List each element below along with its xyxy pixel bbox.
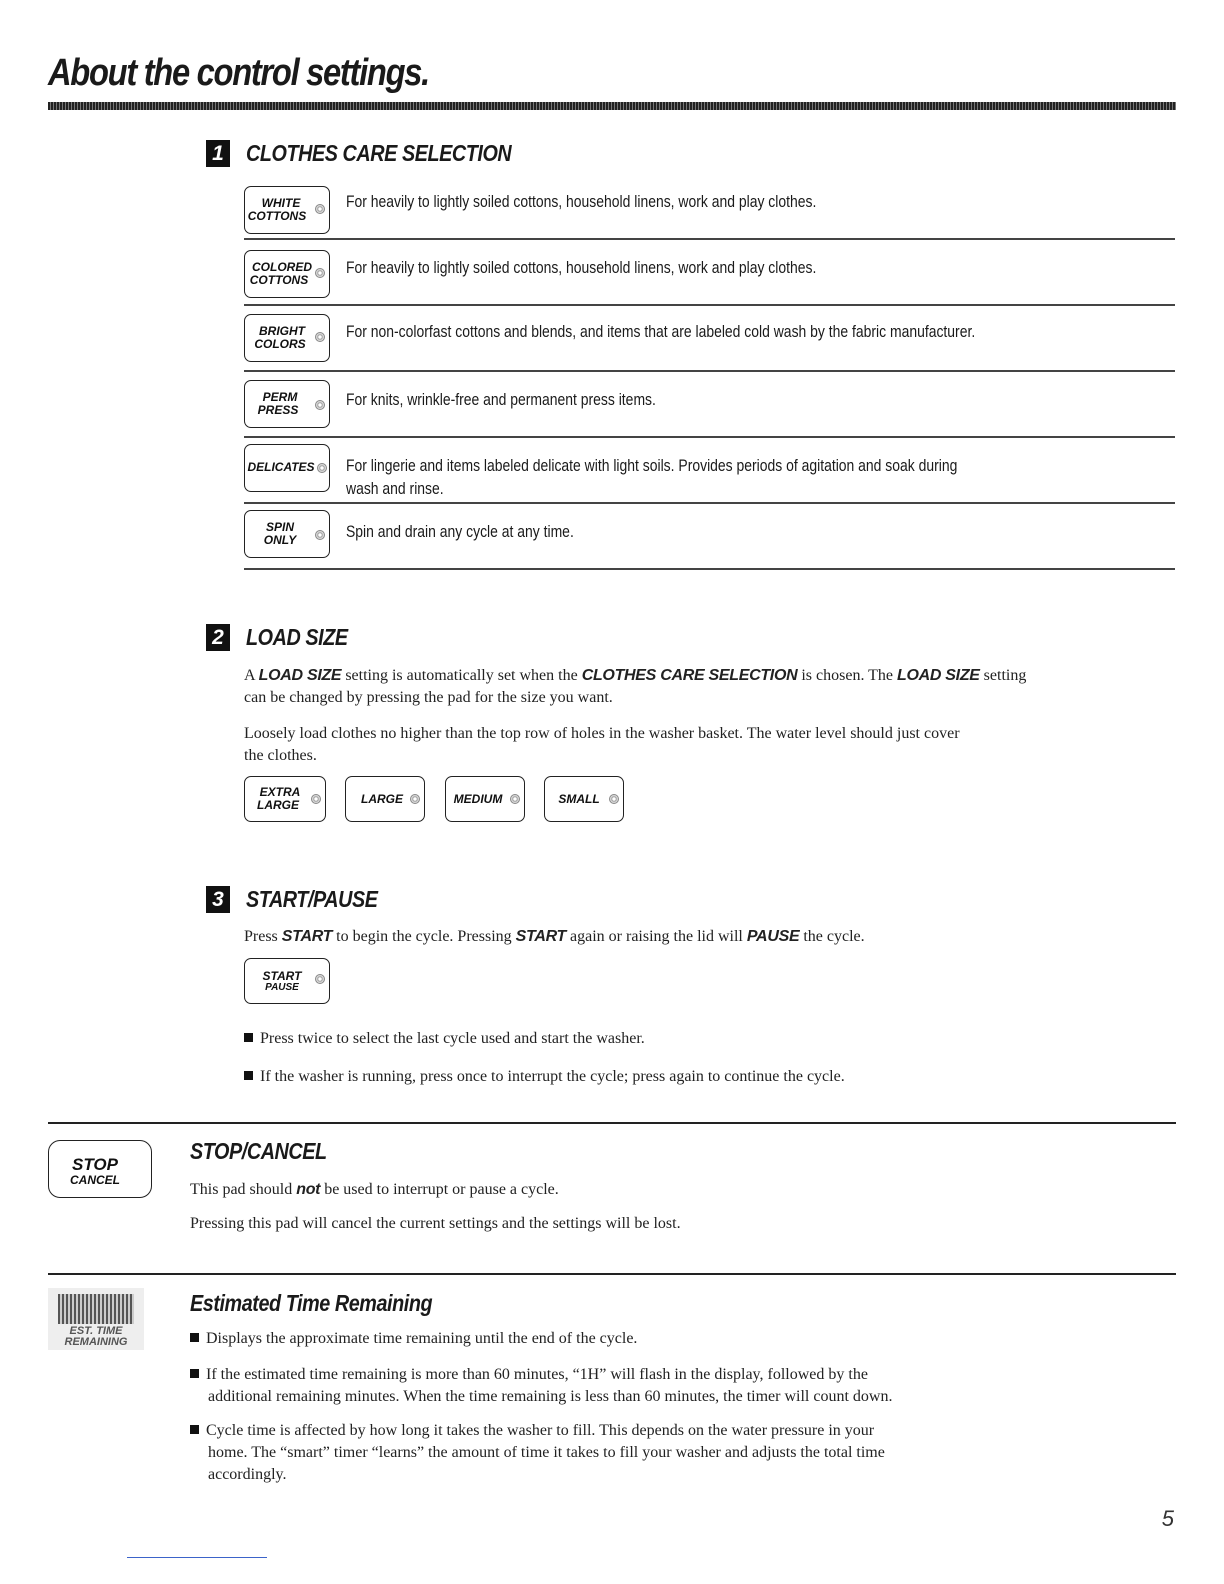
bullet-text: Press twice to select the last cycle used and start the washer. bbox=[260, 1030, 645, 1047]
perm-press-pad[interactable] bbox=[244, 380, 330, 428]
text: the cycle. bbox=[799, 928, 865, 945]
pad-label: LARGE bbox=[361, 792, 403, 806]
text: again or raising the lid will bbox=[566, 928, 747, 945]
start-pause-bullet-1 bbox=[244, 1028, 645, 1049]
pad-label: DELICATES bbox=[247, 460, 315, 474]
pad-label: ONLY bbox=[263, 533, 297, 547]
care-desc: For lingerie and items labeled delicate with light soils. Provides periods of agitation and soak during bbox=[346, 456, 958, 475]
section-number-3: 3 bbox=[206, 886, 230, 913]
pad-label: PERM bbox=[262, 390, 298, 404]
stop-cancel-paragraph-1 bbox=[190, 1179, 559, 1200]
section-number-1: 1 bbox=[206, 140, 230, 167]
keyword: START bbox=[515, 928, 567, 945]
pad-label: SPIN bbox=[265, 520, 294, 534]
pad-label: COTTONS bbox=[249, 273, 309, 287]
stop-cancel-paragraph-2: Pressing this pad will cancel the current settings and the settings will be lost. bbox=[190, 1215, 681, 1232]
text: Press bbox=[244, 928, 282, 945]
care-desc: For heavily to lightly soiled cottons, household linens, work and play clothes. bbox=[346, 192, 817, 211]
keyword: LOAD SIZE bbox=[897, 667, 980, 684]
extra-large-pad[interactable] bbox=[244, 776, 326, 822]
pad-label: WHITE bbox=[261, 196, 301, 210]
title-rule bbox=[48, 102, 1176, 110]
keyword: LOAD SIZE bbox=[258, 667, 342, 684]
keyword: START bbox=[281, 928, 333, 945]
indicator-light-icon bbox=[315, 400, 325, 410]
bullet-icon bbox=[244, 1033, 253, 1042]
est-time-bullet-3-continued: home. The “smart” timer “learns” the amount of time it takes to fill your washer and adjusts the total time bbox=[208, 1444, 885, 1461]
pad-label: EXTRA bbox=[259, 785, 301, 799]
text: setting bbox=[979, 667, 1027, 684]
page-number: 5 bbox=[1161, 1506, 1174, 1531]
indicator-light-icon bbox=[315, 530, 325, 540]
indicator-light-icon bbox=[311, 794, 321, 804]
bullet-text: If the washer is running, press once to interrupt the cycle; press again to continue the cycle. bbox=[260, 1068, 845, 1085]
pad-label: PRESS bbox=[257, 403, 299, 417]
delicates-pad[interactable] bbox=[244, 444, 330, 492]
indicator-light-icon bbox=[317, 463, 327, 473]
pad-label: MEDIUM bbox=[453, 792, 503, 806]
indicator-light-icon bbox=[315, 974, 325, 984]
display-label: EST. TIME bbox=[69, 1325, 123, 1337]
divider bbox=[244, 370, 1175, 372]
colored-cottons-pad[interactable] bbox=[244, 250, 330, 298]
load-size-paragraph-2: Loosely load clothes no higher than the top row of holes in the washer basket. The water level should just cover bbox=[244, 725, 960, 742]
load-size-paragraph-1-line-2: can be changed by pressing the pad for the size you want. bbox=[244, 689, 613, 706]
keyword: PAUSE bbox=[746, 928, 800, 945]
keyword: not bbox=[296, 1181, 321, 1198]
bullet-icon bbox=[190, 1333, 199, 1342]
digit-display-icon bbox=[58, 1294, 134, 1324]
bullet-icon bbox=[244, 1071, 253, 1080]
start-pause-paragraph bbox=[244, 926, 1174, 947]
start-pause-pad[interactable] bbox=[244, 958, 330, 1004]
display-label: REMAINING bbox=[64, 1336, 128, 1348]
divider bbox=[244, 568, 1175, 570]
stop-cancel-pad[interactable] bbox=[48, 1140, 152, 1198]
bullet-text: Displays the approximate time remaining until the end of the cycle. bbox=[206, 1330, 638, 1347]
pad-label: CANCEL bbox=[70, 1173, 120, 1187]
divider bbox=[244, 436, 1175, 438]
est-time-bullet-2 bbox=[190, 1364, 868, 1385]
section-divider bbox=[48, 1122, 1176, 1124]
load-size-paragraph-1 bbox=[244, 665, 1174, 686]
text: to begin the cycle. Pressing bbox=[332, 928, 516, 945]
bullet-icon bbox=[190, 1369, 199, 1378]
care-desc: For knits, wrinkle-free and permanent press items. bbox=[346, 390, 656, 409]
start-pause-heading: START/PAUSE bbox=[246, 886, 378, 912]
white-cottons-pad[interactable] bbox=[244, 186, 330, 234]
divider bbox=[244, 238, 1175, 240]
indicator-light-icon bbox=[315, 268, 325, 278]
est-time-heading: Estimated Time Remaining bbox=[190, 1290, 433, 1316]
clothes-care-heading: CLOTHES CARE SELECTION bbox=[246, 140, 512, 166]
care-desc: For heavily to lightly soiled cottons, household linens, work and play clothes. bbox=[346, 258, 817, 277]
bright-colors-pad[interactable] bbox=[244, 314, 330, 362]
est-time-bullet-2-continued: additional remaining minutes. When the time remaining is less than 60 minutes, the timer will count down. bbox=[208, 1388, 893, 1405]
indicator-light-icon bbox=[510, 794, 520, 804]
pad-label: BRIGHT bbox=[259, 324, 305, 338]
indicator-light-icon bbox=[410, 794, 420, 804]
page-title: About the control settings. bbox=[48, 52, 429, 94]
care-desc-continued: wash and rinse. bbox=[346, 479, 444, 498]
text: setting is automatically set when the bbox=[341, 667, 582, 684]
bullet-text: If the estimated time remaining is more than 60 minutes, “1H” will flash in the display, followed by the bbox=[206, 1366, 868, 1383]
est-time-bullet-1 bbox=[190, 1328, 637, 1349]
time-display-icon bbox=[48, 1288, 144, 1350]
keyword: CLOTHES CARE SELECTION bbox=[581, 667, 798, 684]
pad-label: STOP bbox=[72, 1155, 118, 1174]
text: is chosen. The bbox=[797, 667, 898, 684]
spin-only-pad[interactable] bbox=[244, 510, 330, 558]
large-pad[interactable] bbox=[345, 776, 425, 822]
care-desc: For non-colorfast cottons and blends, and items that are labeled cold wash by the fabric manufacturer. bbox=[346, 322, 976, 341]
pad-label: SMALL bbox=[558, 792, 600, 806]
text: This pad should bbox=[190, 1181, 297, 1198]
pad-label: COLORED bbox=[252, 260, 312, 274]
small-pad[interactable] bbox=[544, 776, 624, 822]
bullet-icon bbox=[190, 1425, 199, 1434]
est-time-bullet-3-continued: accordingly. bbox=[208, 1466, 287, 1483]
divider bbox=[244, 502, 1175, 504]
text: A bbox=[244, 667, 259, 684]
divider bbox=[244, 304, 1175, 306]
est-time-bullet-3 bbox=[190, 1420, 874, 1441]
pad-label: LARGE bbox=[257, 798, 299, 812]
pad-label: COLORS bbox=[254, 337, 306, 351]
pad-label: PAUSE bbox=[265, 982, 299, 993]
medium-pad[interactable] bbox=[445, 776, 525, 822]
indicator-light-icon bbox=[315, 332, 325, 342]
section-divider bbox=[48, 1273, 1176, 1275]
stop-cancel-heading: STOP/CANCEL bbox=[190, 1138, 327, 1164]
text: be used to interrupt or pause a cycle. bbox=[320, 1181, 559, 1198]
bullet-text: Cycle time is affected by how long it takes the washer to fill. This depends on the water pressure in your bbox=[206, 1422, 875, 1439]
load-size-heading: LOAD SIZE bbox=[246, 624, 348, 650]
indicator-light-icon bbox=[315, 204, 325, 214]
pad-label: COTTONS bbox=[247, 209, 307, 223]
care-desc: Spin and drain any cycle at any time. bbox=[346, 522, 574, 541]
footer-line bbox=[127, 1557, 267, 1558]
indicator-light-icon bbox=[609, 794, 619, 804]
pad-label: START bbox=[262, 969, 302, 983]
start-pause-bullet-2 bbox=[244, 1066, 845, 1087]
section-number-2: 2 bbox=[206, 624, 230, 651]
load-size-paragraph-2-line-2: the clothes. bbox=[244, 747, 317, 764]
